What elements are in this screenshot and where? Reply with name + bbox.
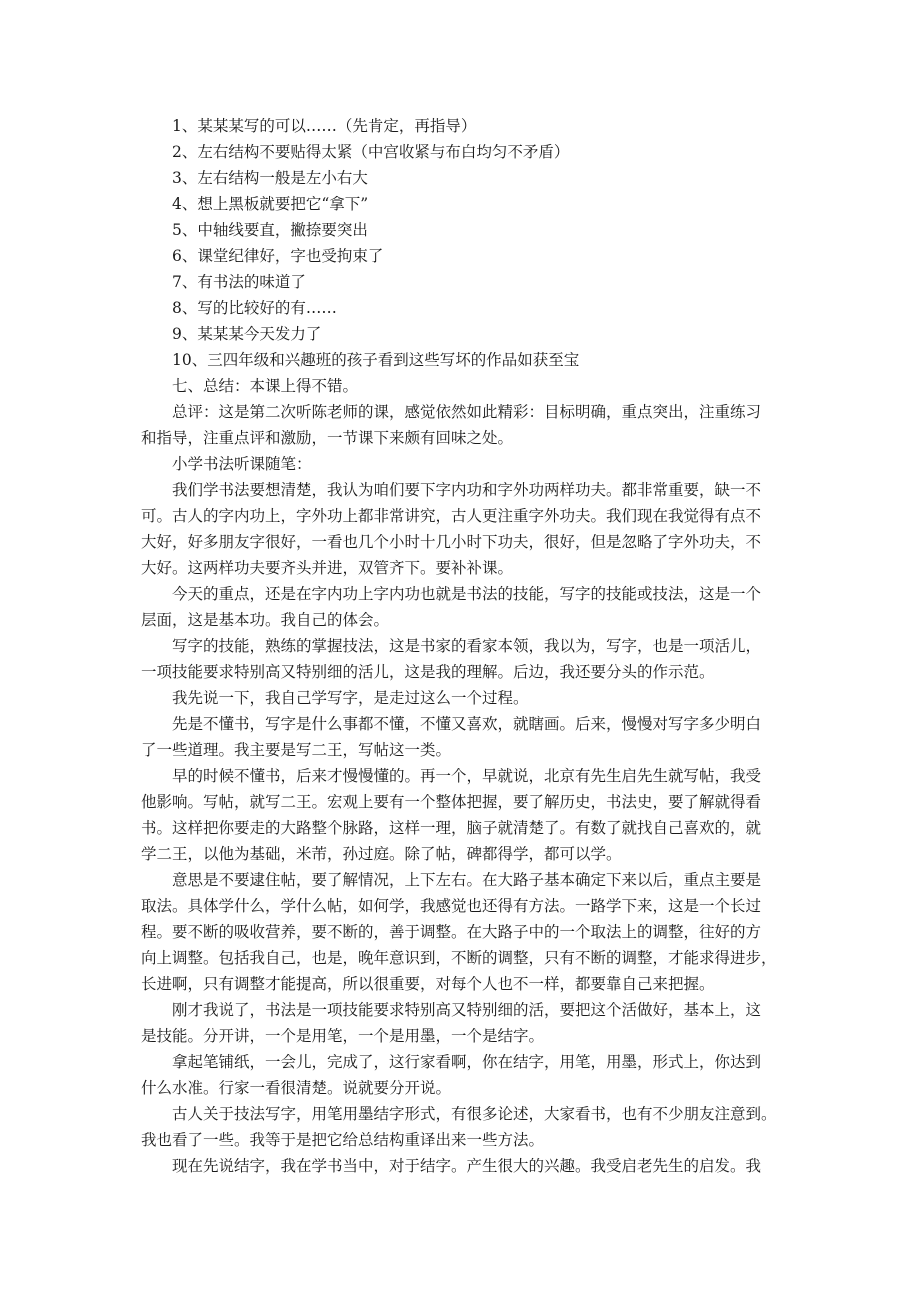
paragraph (141, 581, 781, 633)
paragraph-line: 一项技能要求特别高又特别细的活儿，这是我的理解。后边，我还要分头的作示范。 (141, 663, 715, 681)
paragraph-line: 先是不懂书，写字是什么事都不懂，不懂又喜欢，就瞎画。后来，慢慢对写字多少明白 (172, 715, 762, 733)
numbered-list (172, 113, 579, 373)
paragraph (141, 711, 781, 763)
paragraph-line: 长进啊，只有调整才能提高，所以很重要，对每个人也不一样，都要靠自己来把握。 (141, 975, 715, 993)
paragraph (141, 1101, 781, 1153)
list-item: 7、有书法的味道了 (172, 273, 306, 291)
paragraph-line: 刚才我说了，书法是一项技能要求特别高又特别细的活，要把这个活做好，基本上，这 (172, 1001, 762, 1019)
paragraph-line: 七、总结：本课上得不错。 (172, 377, 359, 395)
paragraph-line: 什么水准。行家一看很清楚。说就要分开说。 (141, 1079, 452, 1097)
paragraph-line: 取法。具体学什么，学什么帖，如何学，我感觉也还得有方法。一路学下来，这是一个长过 (141, 897, 762, 915)
list-item: 8、写的比较好的有…… (172, 299, 337, 317)
list-item: 4、想上黑板就要把它“拿下” (172, 195, 369, 213)
paragraph-line: 总评：这是第二次听陈老师的课，感觉依然如此精彩：目标明确，重点突出，注重练习 (172, 403, 762, 421)
paragraph-line: 大好，好多朋友字很好，一看也几个小时十几小时下功夫，很好，但是忽略了字外功夫，不 (141, 533, 762, 551)
list-item: 10、三四年级和兴趣班的孩子看到这些写坏的作品如获至宝 (172, 351, 580, 369)
paragraph (141, 477, 781, 581)
paragraph-line: 写字的技能，熟练的掌握技法，这是书家的看家本领，我以为，写字，也是一项活儿， (172, 637, 762, 655)
paragraph-line: 我先说一下，我自己学写字，是走过这么一个过程。 (172, 689, 529, 707)
paragraph-line: 小学书法听课随笔： (172, 455, 312, 473)
paragraph-line: 大好。这两样功夫要齐头并进，双管齐下。要补补课。 (141, 559, 514, 577)
list-item: 6、课堂纪律好，字也受拘束了 (172, 247, 384, 265)
paragraph-line: 可。古人的字内功上，字外功上都非常讲究，古人更注重字外功夫。我们现在我觉得有点不 (141, 507, 762, 525)
paragraph (141, 867, 781, 997)
paragraph-line: 学二王，以他为基础，米芾，孙过庭。除了帖，碑都得学，都可以学。 (141, 845, 622, 863)
paragraph-line: 我们学书法要想清楚，我认为咱们要下字内功和字外功两样功夫。都非常重要，缺一不 (172, 481, 762, 499)
paragraph-line: 古人关于技法写字，用笔用墨结字形式，有很多论述，大家看书，也有不少朋友注意到。 (172, 1105, 777, 1123)
list-item: 1、某某某写的可以……（先肯定，再指导） (172, 117, 477, 135)
paragraph-line: 早的时候不懂书，后来才慢慢懂的。再一个，早就说，北京有先生启先生就写帖，我受 (172, 767, 762, 785)
paragraph (141, 1049, 781, 1101)
paragraph-line: 现在先说结字，我在学书当中，对于结字。产生很大的兴趣。我受启老先生的启发。我 (172, 1157, 762, 1175)
paragraph (141, 399, 781, 451)
paragraph (141, 685, 781, 711)
body-text (141, 373, 781, 1179)
paragraph (141, 633, 781, 685)
list-item: 2、左右结构不要贴得太紧（中宫收紧与布白均匀不矛盾） (172, 143, 570, 161)
paragraph (141, 373, 781, 399)
paragraph (141, 1153, 781, 1179)
paragraph-line: 了一些道理。我主要是写二王，写帖这一类。 (141, 741, 452, 759)
paragraph-line: 和指导，注重点评和激励，一节课下来颇有回味之处。 (141, 429, 514, 447)
list-item: 9、某某某今天发力了 (172, 325, 322, 343)
paragraph (141, 997, 781, 1049)
list-item: 5、中轴线要直，撇捺要突出 (172, 221, 368, 239)
paragraph-line: 拿起笔铺纸，一会儿，完成了，这行家看啊，你在结字，用笔，用墨，形式上，你达到 (172, 1053, 762, 1071)
list-item: 3、左右结构一般是左小右大 (172, 169, 368, 187)
paragraph-line: 我也看了一些。我等于是把它给总结构重译出来一些方法。 (141, 1131, 545, 1149)
paragraph (141, 451, 781, 477)
paragraph-line: 是技能。分开讲，一个是用笔，一个是用墨，一个是结字。 (141, 1027, 545, 1045)
paragraph-line: 程。要不断的吸收营养，要不断的，善于调整。在大路子中的一个取法上的调整，往好的方 (141, 923, 762, 941)
paragraph-line: 层面，这是基本功。我自己的体会。 (141, 611, 390, 629)
paragraph-line: 他影响。写帖，就写二王。宏观上要有一个整体把握，要了解历史，书法史，要了解就得看 (141, 793, 762, 811)
paragraph (141, 763, 781, 867)
paragraph-line: 向上调整。包括我自己，也是，晚年意识到，不断的调整，只有不断的调整，才能求得进步， (141, 949, 777, 967)
paragraph-line: 书。这样把你要走的大路整个脉路，这样一理，脑子就清楚了。有数了就找自己喜欢的，就 (141, 819, 762, 837)
paragraph-line: 今天的重点，还是在字内功上字内功也就是书法的技能，写字的技能或技法，这是一个 (172, 585, 762, 603)
paragraph-line: 意思是不要逮住帖，要了解情况，上下左右。在大路子基本确定下来以后，重点主要是 (172, 871, 762, 889)
